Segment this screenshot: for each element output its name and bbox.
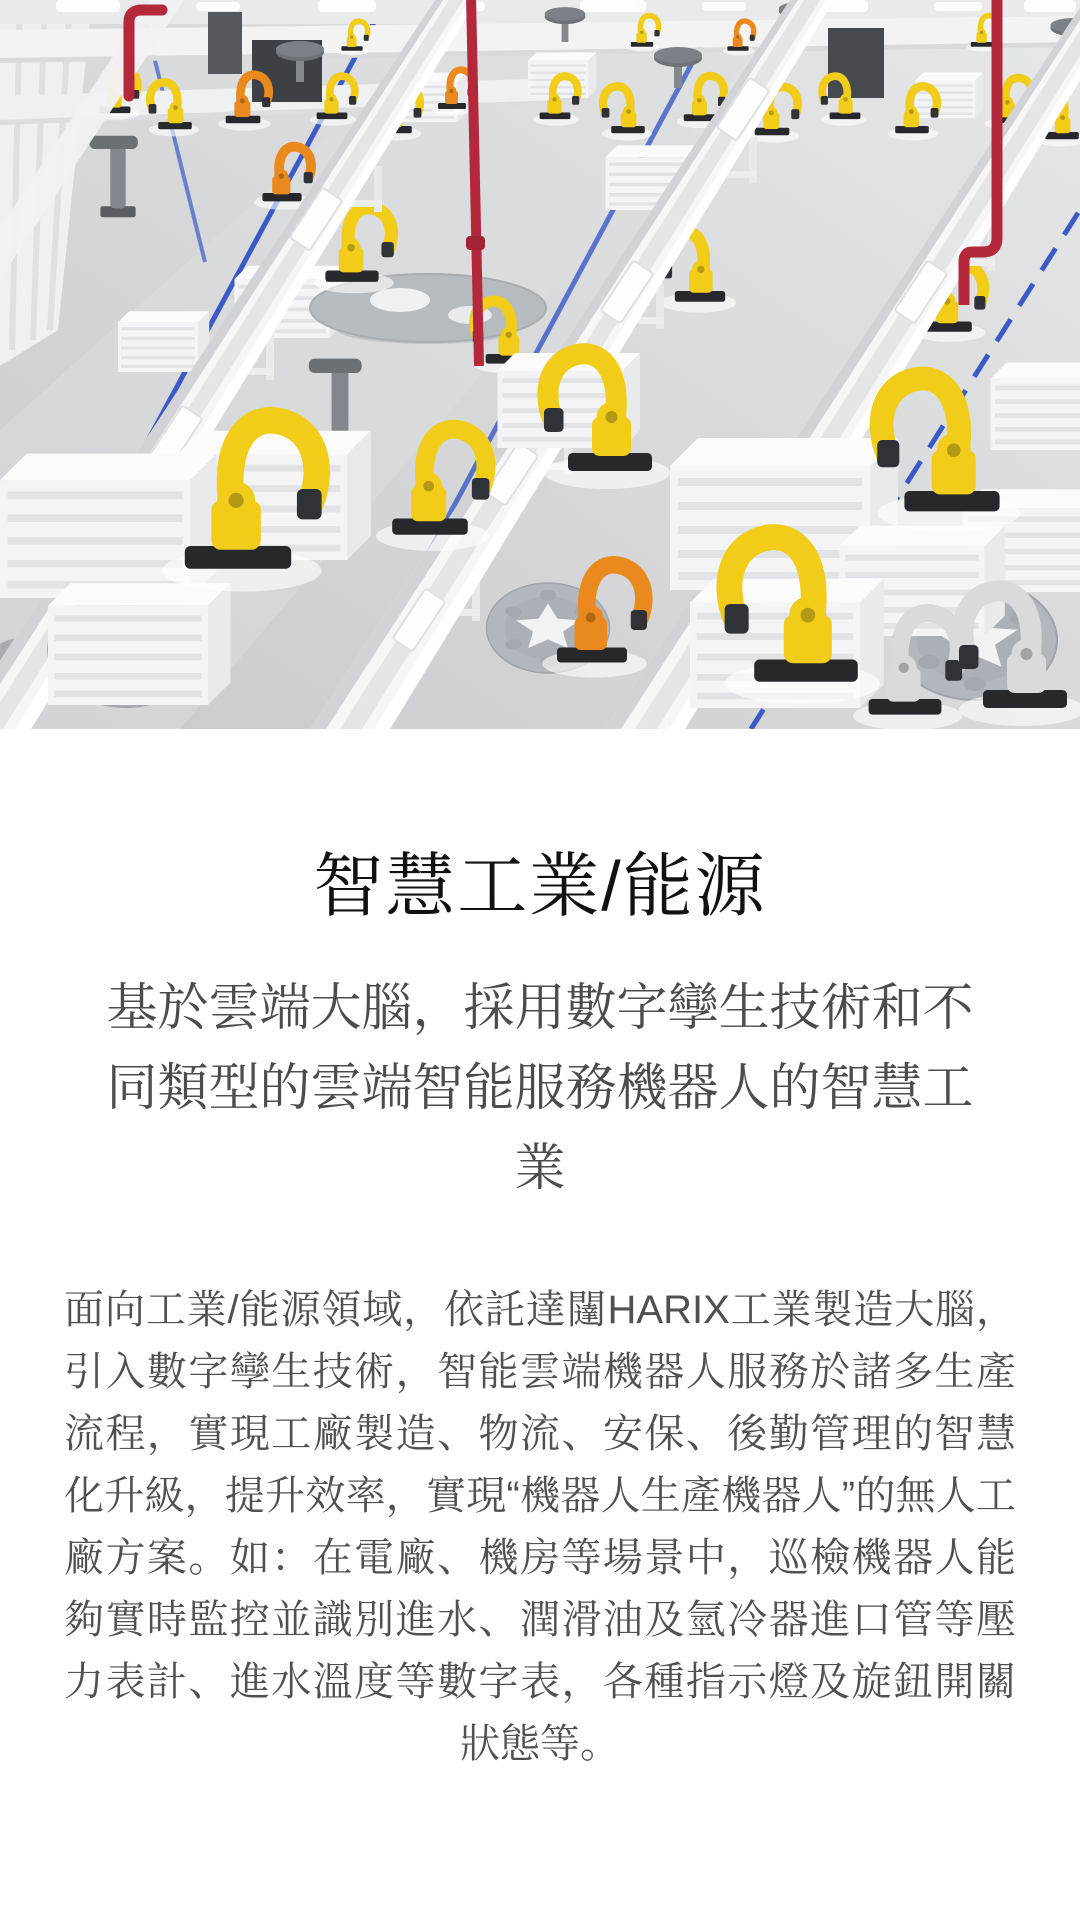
page-title: 智慧工業/能源 xyxy=(313,847,767,925)
content-section xyxy=(0,729,1080,1775)
factory-scene xyxy=(0,0,1080,729)
tray-stack-icon xyxy=(915,72,983,118)
tray-stack-icon xyxy=(991,363,1080,450)
body-paragraph: 面向工業/能源領域，依託達闥HARIX工業製造大腦，引入數字孿生技術，智能雲端機器人服務於諸多生產流程，實現工廠製造、物流、安保、後勤管理的智慧化升級，提升效率，實現“機器人生產機器人”的無人工廠方案。如：在電廠、機房等場景中，巡檢機器人能夠實時監控並識別進水、潤滑油及氫冷器進口管等壓力表計、進水溫度等數字表，各種指示燈及旋鈕開關狀態等。 xyxy=(64,1288,1016,1766)
tray-stack-icon xyxy=(118,311,209,372)
tray-stack-icon xyxy=(48,583,230,705)
hero-image xyxy=(0,0,1080,729)
subtitle: 基於雲端大腦，採用數字孿生技術和不同類型的雲端智能服務機器人的智慧工業 xyxy=(106,979,974,1196)
